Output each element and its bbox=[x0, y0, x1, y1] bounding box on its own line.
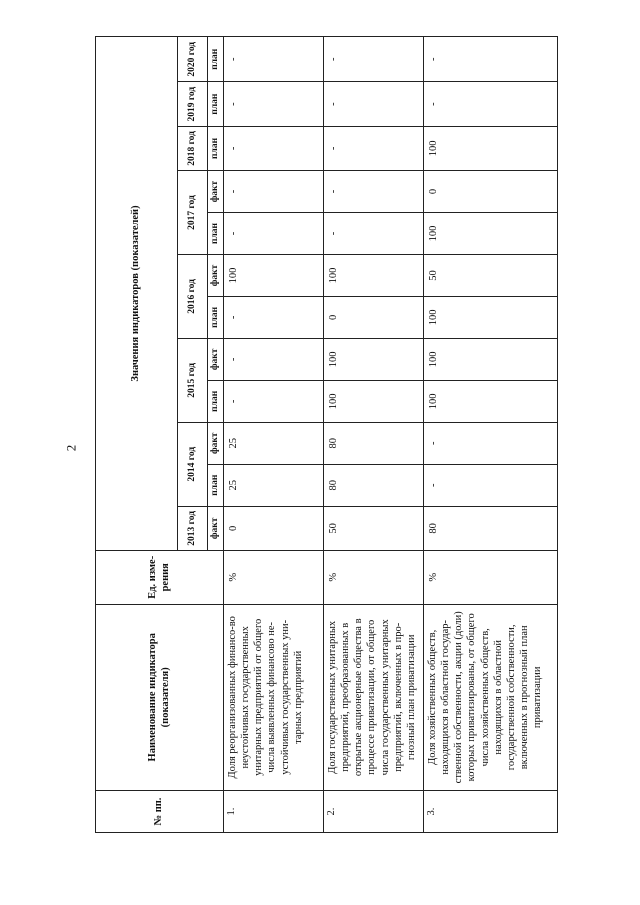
header-name: Наименование индикатора (показателя) bbox=[96, 604, 224, 790]
indicator-name: Доля реорганизованных финансо-во неустойчивых государственных унитарных предприятий от общего числа выявленных финансово не-устойчивых государственных уни-тарных предприятий bbox=[224, 604, 324, 790]
cell-2019-plan: - bbox=[424, 82, 558, 126]
cell-2014-fact: 80 bbox=[324, 422, 424, 464]
row-number: 1. bbox=[224, 791, 324, 833]
table-row bbox=[324, 37, 424, 833]
cell-2013-fact: 0 bbox=[224, 506, 324, 550]
page-number: 2 bbox=[63, 444, 79, 452]
table-row bbox=[424, 37, 558, 833]
indicator-name: Доля хозяйственных обществ, находящихся в областной государ-ственной собственности, акции (доли) которых приватизированы, от общего числа хозяйственных обществ, находящихся в областной государственной собственности, включенных в прогнозный план приватизации bbox=[424, 604, 558, 790]
cell-2017-fact: 0 bbox=[424, 171, 558, 213]
header-year-2019: 2019 год bbox=[178, 82, 208, 126]
header-year-2014: 2014 год bbox=[178, 422, 208, 506]
cell-2014-plan: 80 bbox=[324, 464, 424, 506]
header-plan-2018: план bbox=[208, 126, 224, 170]
cell-2015-fact: 100 bbox=[424, 338, 558, 380]
cell-2020-plan: - bbox=[224, 37, 324, 83]
header-plan-2014: план bbox=[208, 464, 224, 506]
cell-2014-plan: - bbox=[424, 464, 558, 506]
header-num: № пп. bbox=[96, 791, 224, 833]
cell-2016-plan: 100 bbox=[424, 296, 558, 338]
unit-cell: % bbox=[224, 550, 324, 604]
header-plan-2019: план bbox=[208, 82, 224, 126]
table-row bbox=[224, 37, 324, 833]
header-year-2016: 2016 год bbox=[178, 254, 208, 338]
indicators-table bbox=[95, 36, 558, 833]
cell-2017-plan: - bbox=[324, 213, 424, 255]
cell-2019-plan: - bbox=[224, 82, 324, 126]
header-plan-2016: план bbox=[208, 296, 224, 338]
header-unit: Ед. изме-рения bbox=[96, 550, 224, 604]
cell-2014-fact: - bbox=[424, 422, 558, 464]
header-fact-2014: факт bbox=[208, 422, 224, 464]
unit-cell: % bbox=[424, 550, 558, 604]
cell-2017-plan: - bbox=[224, 213, 324, 255]
header-fact-2013: факт bbox=[208, 506, 224, 550]
cell-2015-plan: 100 bbox=[324, 380, 424, 422]
cell-2017-fact: - bbox=[224, 171, 324, 213]
header-year-2018: 2018 год bbox=[178, 126, 208, 170]
cell-2016-fact: 100 bbox=[324, 254, 424, 296]
header-plan-2020: план bbox=[208, 37, 224, 83]
landscape-table-container bbox=[95, 36, 557, 833]
cell-2018-plan: - bbox=[324, 126, 424, 170]
cell-2017-plan: 100 bbox=[424, 213, 558, 255]
unit-cell: % bbox=[324, 550, 424, 604]
cell-2016-plan: - bbox=[224, 296, 324, 338]
header-fact-2017: факт bbox=[208, 171, 224, 213]
cell-2013-fact: 50 bbox=[324, 506, 424, 550]
cell-2014-plan: 25 bbox=[224, 464, 324, 506]
cell-2013-fact: 80 bbox=[424, 506, 558, 550]
cell-2015-fact: 100 bbox=[324, 338, 424, 380]
cell-2016-fact: 100 bbox=[224, 254, 324, 296]
header-fact-2016: факт bbox=[208, 254, 224, 296]
cell-2020-plan: - bbox=[324, 37, 424, 83]
cell-2015-plan: - bbox=[224, 380, 324, 422]
rotated-table-frame bbox=[95, 36, 557, 833]
cell-2015-fact: - bbox=[224, 338, 324, 380]
cell-2016-plan: 0 bbox=[324, 296, 424, 338]
cell-2019-plan: - bbox=[324, 82, 424, 126]
cell-2020-plan: - bbox=[424, 37, 558, 83]
header-year-2015: 2015 год bbox=[178, 338, 208, 422]
row-number: 3. bbox=[424, 791, 558, 833]
cell-2014-fact: 25 bbox=[224, 422, 324, 464]
cell-2016-fact: 50 bbox=[424, 254, 558, 296]
header-values: Значения индикаторов (показателей) bbox=[96, 37, 178, 551]
header-fact-2015: факт bbox=[208, 338, 224, 380]
header-plan-2017: план bbox=[208, 213, 224, 255]
cell-2015-plan: 100 bbox=[424, 380, 558, 422]
header-year-2020: 2020 год bbox=[178, 37, 208, 83]
indicator-name: Доля государственных унитарных предприятий, преобразованных в открытые акционерные общества в процессе приватизации, от общего числа государственных унитарных предприятий, включенных в про-гнозный план приватизации bbox=[324, 604, 424, 790]
header-year-2013: 2013 год bbox=[178, 506, 208, 550]
cell-2018-plan: 100 bbox=[424, 126, 558, 170]
row-number: 2. bbox=[324, 791, 424, 833]
cell-2018-plan: - bbox=[224, 126, 324, 170]
cell-2017-fact: - bbox=[324, 171, 424, 213]
header-plan-2015: план bbox=[208, 380, 224, 422]
header-year-2017: 2017 год bbox=[178, 171, 208, 255]
